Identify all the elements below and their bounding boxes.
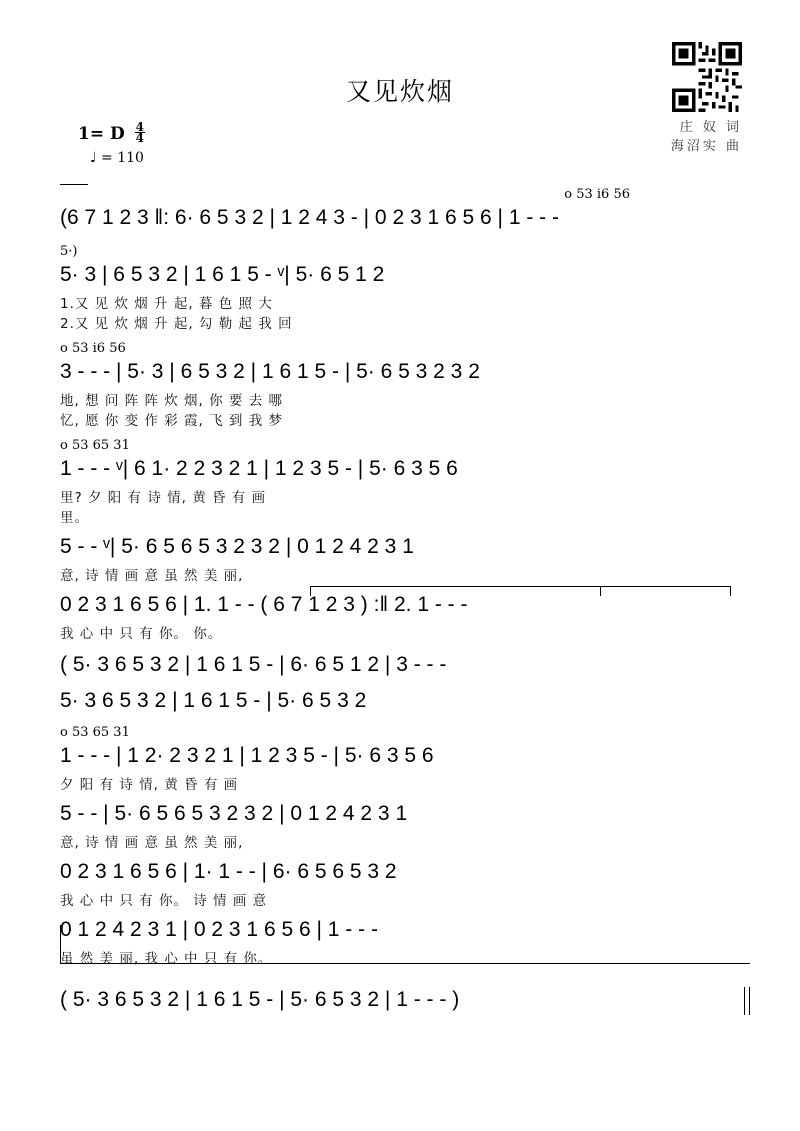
system-1-notes: (6 7 1 2 3 ‖: 6· 6 5 3 2 | 1 2 4 3 - | 0 2 3 1 6 5 6 | 1 - - - [60, 206, 559, 229]
system-12-lyrics: 虽 然 美 丽, 我 心 中 只 有 你。 [60, 951, 273, 967]
system-6-lyrics: 我 心 中 只 有 你。 你。 [60, 626, 223, 642]
system-9-pickup-left: o 53 65 31 [60, 725, 130, 740]
system-2-pickup: 5·) [60, 244, 78, 259]
system-6 [60, 590, 750, 644]
music-staff [60, 186, 750, 1021]
system-8-notes: 5· 3 6 5 3 2 | 1 6 1 5 - | 5· 6 5 3 2 [60, 689, 367, 712]
system-3-lyrics-verse1: 地, 想 问 阵 阵 炊 烟, 你 要 去 哪 [60, 393, 283, 409]
system-11 [60, 857, 750, 911]
system-12 [60, 915, 750, 969]
system-11-notes: 0 2 3 1 6 5 6 | 1· 1 - - | 6· 6 5 6 5 3 2 [60, 860, 397, 883]
system-10-notes: 5 - - | 5· 6 5 6 5 3 2 3 2 | 0 1 2 4 2 3 1 [60, 802, 408, 825]
system-2 [60, 243, 750, 334]
system-9 [60, 724, 750, 795]
system-2-lyrics-verse2: 2.又 见 炊 烟 升 起, 勾 勒 起 我 回 [60, 316, 293, 332]
system-1-pickup-right: o 53 i6 56 [564, 187, 630, 202]
composer: 海沼实 曲 [670, 139, 742, 154]
system-10-lyrics: 意, 诗 情 画 意 虽 然 美 丽, [60, 835, 244, 851]
system-3-notes: 3 - - - | 5· 3 | 6 5 3 2 | 1 6 1 5 - | 5· 6 5 3 2 3 2 [60, 360, 480, 383]
system-2-lyrics-verse1: 1.又 见 炊 烟 升 起, 暮 色 照 大 [60, 296, 273, 312]
system-4-lyrics-verse2: 里。 [60, 510, 89, 526]
system-12-notes: 0 1 2 4 2 3 1 | 0 2 3 1 6 5 6 | 1 - - - [60, 918, 378, 941]
system-4-notes: 1 - - - ᵛ| 6 1· 2 2 3 2 1 | 1 2 3 5 - | 5· 6 3 5 6 [60, 457, 458, 480]
meter-denominator: 4 [135, 131, 145, 145]
page-title: 又见炊烟 [345, 77, 454, 106]
system-13-notes: ( 5· 3 6 5 3 2 | 1 6 1 5 - | 5· 6 5 3 2 | 1 - - - ) [60, 988, 460, 1011]
system-9-notes: 1 - - - | 1 2· 2 3 2 1 | 1 2 3 5 - | 5· 6 3 5 6 [60, 744, 434, 767]
system-2-notes: 5· 3 | 6 5 3 2 | 1 6 1 5 - ᵛ| 5· 6 5 1 2 [60, 263, 385, 286]
system-7 [60, 650, 750, 684]
system-4 [60, 437, 750, 528]
system-9-lyrics: 夕 阳 有 诗 情, 黄 昏 有 画 [60, 777, 239, 793]
system-1 [60, 186, 750, 237]
system-4-pickup-left: o 53 65 31 [60, 438, 130, 453]
system-3 [60, 340, 750, 431]
time-signature [135, 122, 145, 143]
system-4-lyrics-verse1: 里? 夕 阳 有 诗 情, 黄 昏 有 画 [60, 490, 267, 506]
system-11-lyrics: 我 心 中 只 有 你。 诗 情 画 意 [60, 893, 268, 909]
key-label: 1= D [78, 124, 125, 144]
system-5 [60, 532, 750, 586]
system-7-notes: ( 5· 3 6 5 3 2 | 1 6 1 5 - | 6· 6 5 1 2 | 3 - - - [60, 653, 447, 676]
lyricist: 庄 奴 词 [679, 120, 742, 135]
system-3-lyrics-verse2: 忆, 愿 你 变 作 彩 霞, 飞 到 我 梦 [60, 413, 283, 429]
credits [632, 118, 742, 156]
system-3-pickup-left: o 53 i6 56 [60, 341, 126, 356]
system-5-lyrics: 意, 诗 情 画 意 虽 然 美 丽, [60, 568, 244, 584]
system-10 [60, 799, 750, 853]
system-5-notes: 5 - - ᵛ| 5· 6 5 6 5 3 2 3 2 | 0 1 2 4 2 3 1 [60, 535, 414, 558]
system-8 [60, 686, 750, 720]
meter-numerator: 4 [135, 120, 145, 134]
key-signature [78, 122, 145, 144]
system-6-notes: 0 2 3 1 6 5 6 | 1. 1 - - ( 6 7 1 2 3 ) :‖ 2. 1 - - - [60, 593, 468, 616]
tempo-marking: ♩ = 110 [90, 150, 144, 166]
system-13 [60, 985, 750, 1019]
